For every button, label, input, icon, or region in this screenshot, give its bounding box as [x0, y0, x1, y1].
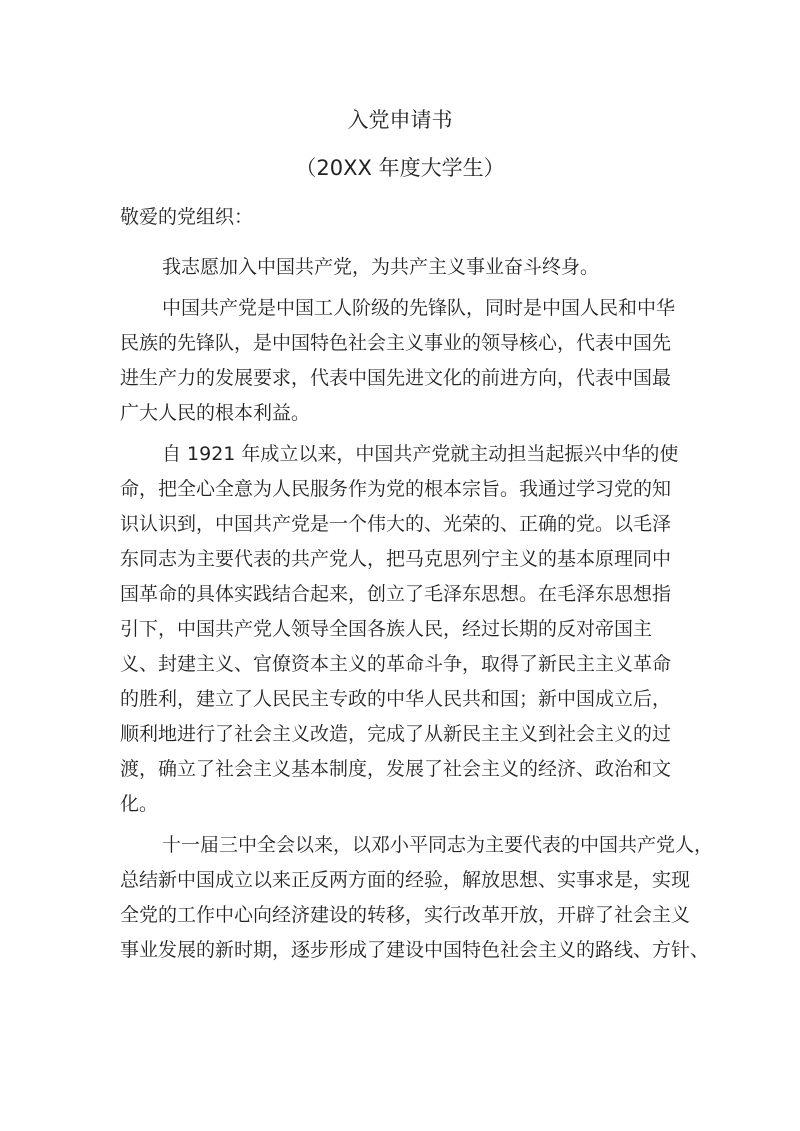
- paragraph-line: 广大人民的根本利益。: [120, 402, 311, 424]
- paragraph: [120, 437, 680, 822]
- paragraph-line: 命，把全心全意为人民服务作为党的根本宗旨。我通过学习党的知: [120, 478, 672, 500]
- paragraph-line: 顺利地进行了社会主义改造，完成了从新民主主义到社会主义的过: [120, 723, 672, 745]
- paragraph-line: 事业发展的新时期，逐步形成了建设中国特色社会主义的路线、方针、: [120, 939, 710, 961]
- paragraph-line: 国革命的具体实践结合起来，创立了毛泽东思想。在毛泽东思想指: [120, 583, 672, 605]
- paragraph-line: 的胜利，建立了人民民主专政的中华人民共和国；新中国成立后，: [120, 688, 672, 710]
- document-subtitle: （20XX 年度大学生）: [295, 156, 505, 180]
- paragraph-line: 东同志为主要代表的共产党人，把马克思列宁主义的基本原理同中: [120, 548, 672, 570]
- paragraph-line: 自 1921 年成立以来，中国共产党就主动担当起振兴中华的使: [162, 443, 679, 465]
- paragraph-line: 化。: [120, 793, 159, 815]
- paragraph: [120, 828, 714, 968]
- paragraph-line: 全党的工作中心向经济建设的转移，实行改革开放，开辟了社会主义: [120, 904, 691, 926]
- paragraph-line: 我志愿加入中国共产党，为共产主义事业奋斗终身。: [162, 256, 600, 278]
- paragraph-line: 渡，确立了社会主义基本制度，发展了社会主义的经济、政治和文: [120, 758, 672, 780]
- paragraph-line: 民族的先锋队，是中国特色社会主义事业的领导核心，代表中国先: [120, 332, 672, 354]
- paragraph-line: 十一届三中全会以来，以邓小平同志为主要代表的中国共产党人，: [162, 834, 714, 856]
- paragraph: [120, 250, 680, 285]
- paragraph-line: 引下，中国共产党人领导全国各族人民，经过长期的反对帝国主: [120, 618, 653, 640]
- paragraph-line: 进生产力的发展要求，代表中国先进文化的前进方向，代表中国最: [120, 367, 672, 389]
- paragraph-line: 识认识到，中国共产党是一个伟大的、光荣的、正确的党。以毛泽: [120, 513, 672, 535]
- salutation: 敬爱的党组织：: [120, 206, 254, 228]
- document-body: [120, 250, 714, 974]
- paragraph-line: 义、封建主义、官僚资本主义的革命斗争，取得了新民主主义革命: [120, 653, 672, 675]
- paragraph-line: 中国共产党是中国工人阶级的先锋队，同时是中国人民和中华: [162, 297, 676, 319]
- paragraph: [120, 291, 680, 431]
- paragraph-line: 总结新中国成立以来正反两方面的经验，解放思想、实事求是，实现: [120, 869, 691, 891]
- document-title: 入党申请书: [347, 108, 453, 132]
